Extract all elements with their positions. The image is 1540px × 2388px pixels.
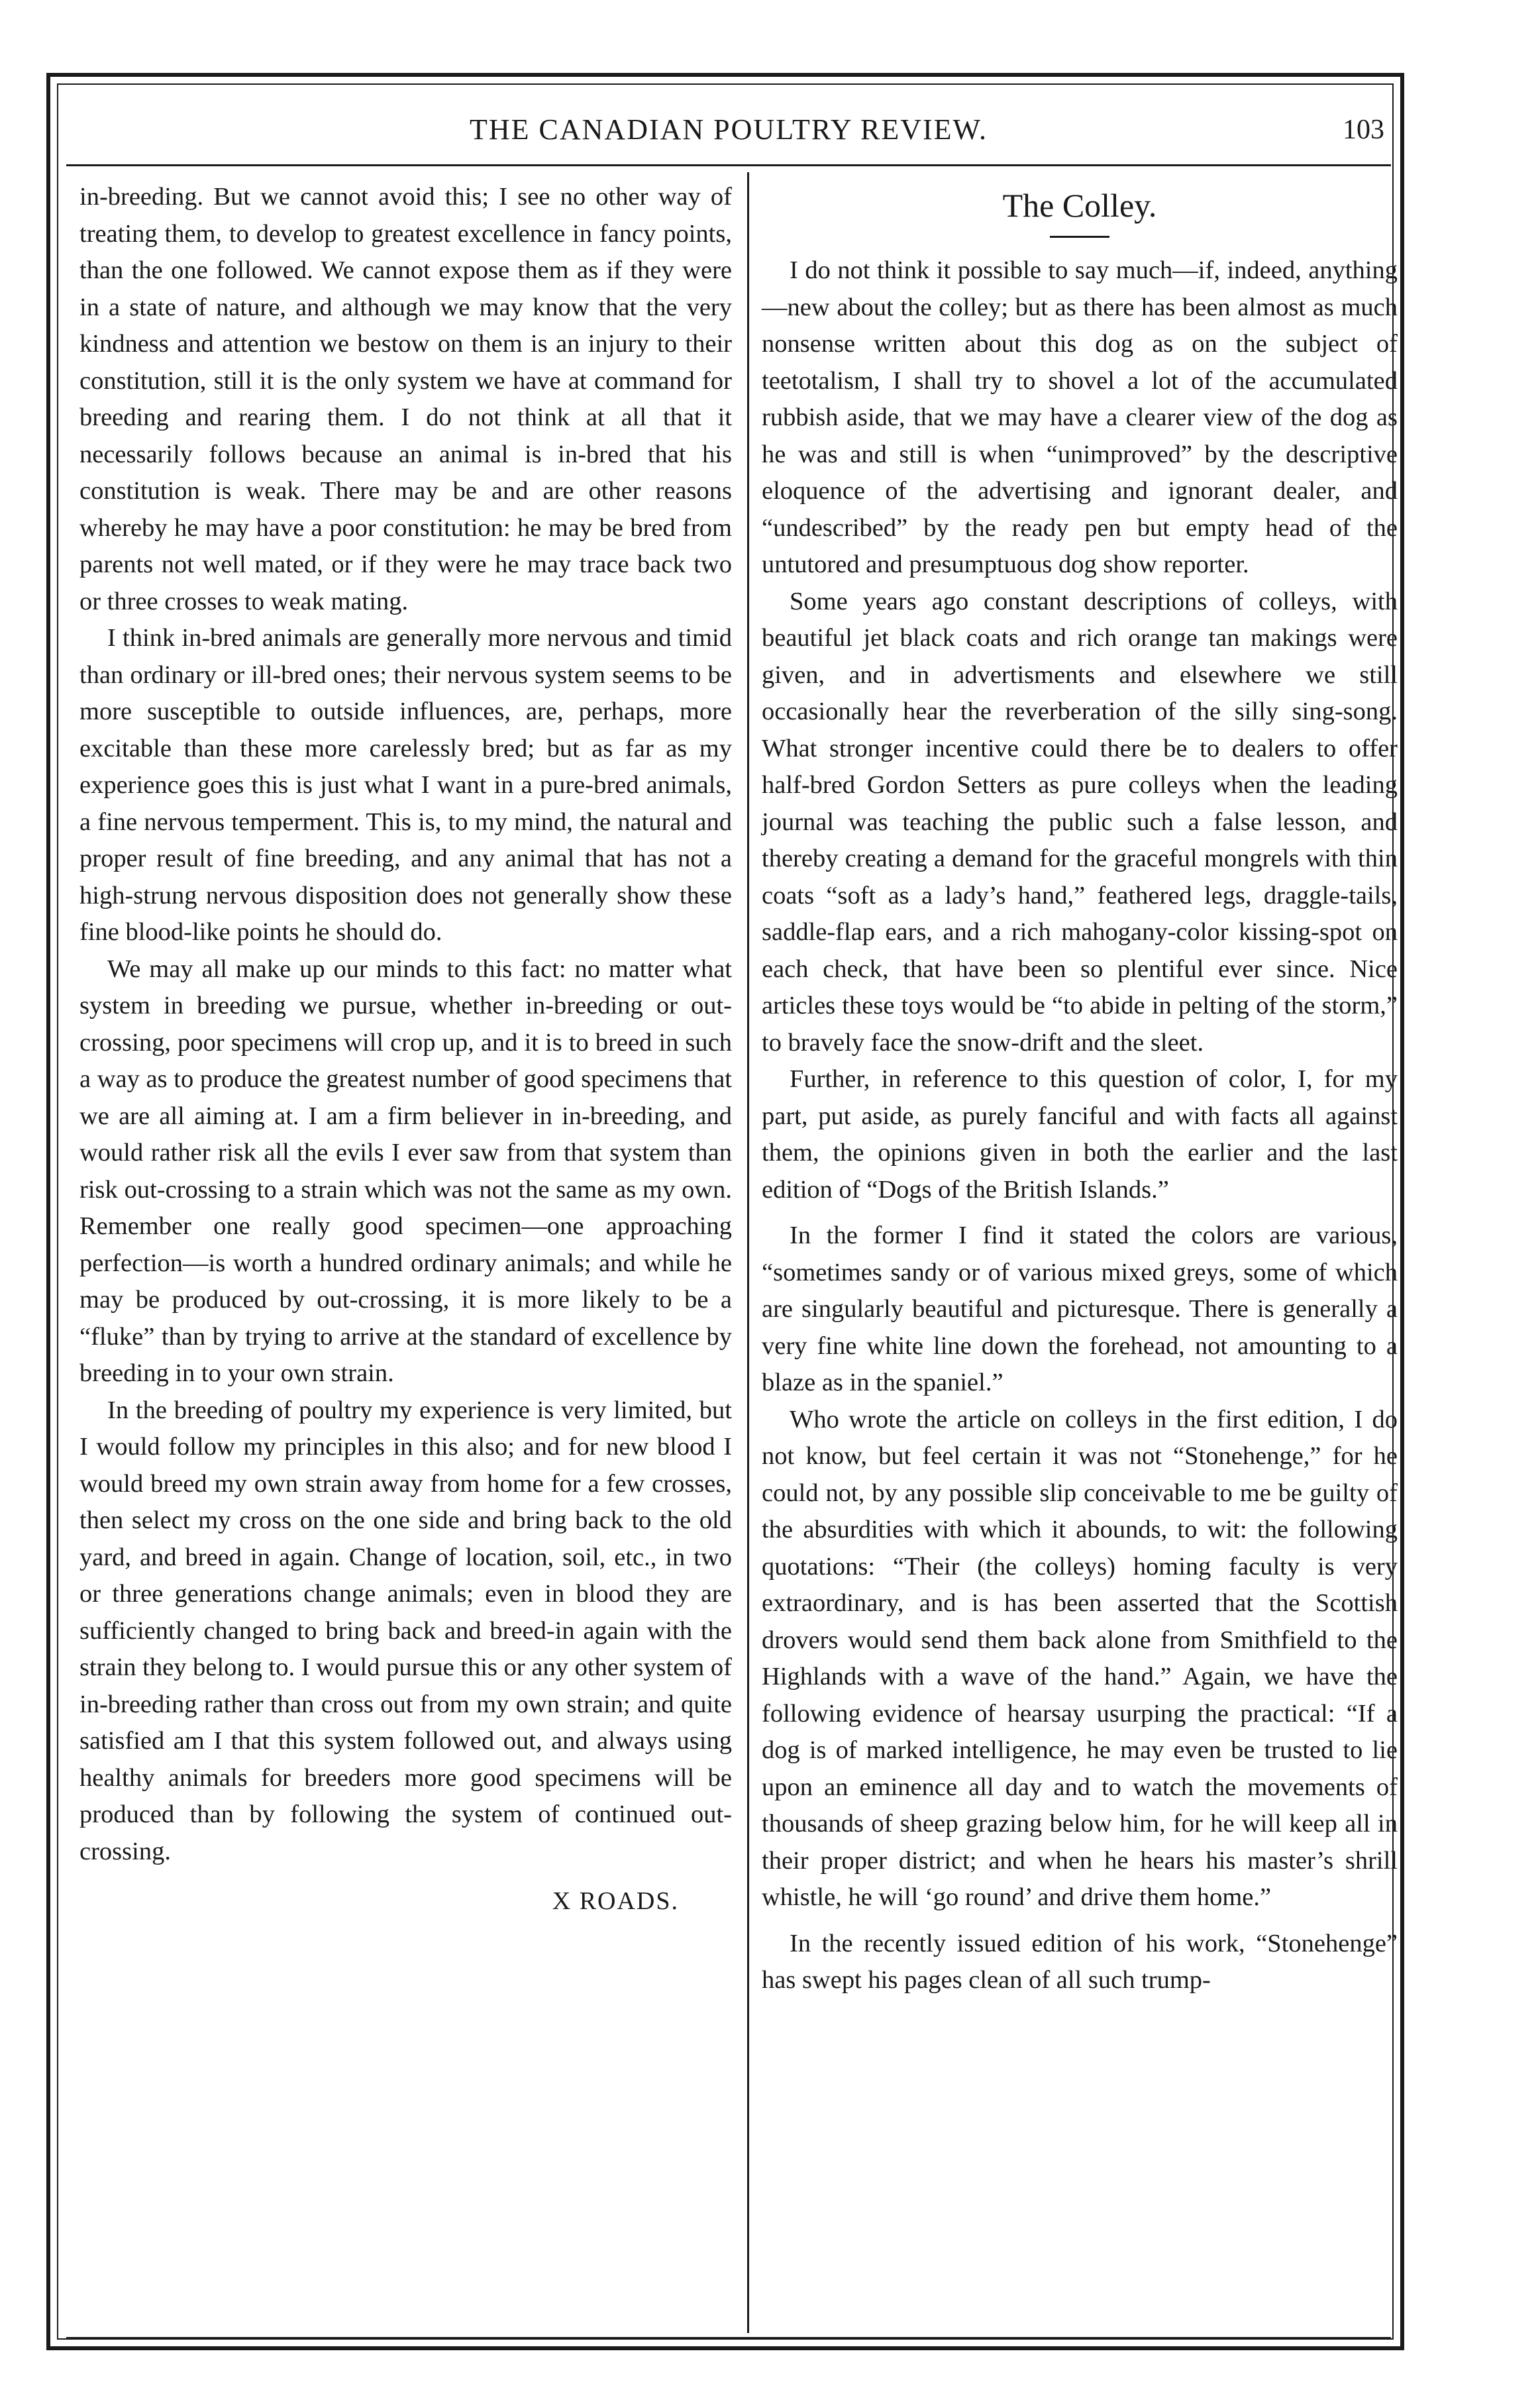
paragraph: I do not think it possible to say much—if, indeed, anything—new about the colley; but as there has been almost as much nonsense written about this dog as on the subject of teetotalism, I shall try to shovel a lot of the accumulated rubbish aside, that we may have a clearer view of the dog as he was and still is when “unimproved” by the descriptive eloquence of the advertising and ignorant dealer, and “undescribed” by the ready pen but empty head of the untutored and presumptuous dog show reporter. [762,256,1398,578]
paragraph: Some years ago constant descriptions of colleys, with beautiful jet black coats and rich orange tan makings were given, and in advertisments and elsewhere we still occasionally hear the reverberation of the silly sing-song. What stronger incentive could there be to dealers to offer half-bred Gordon Setters as pure colleys when the leading journal was teaching the public such a false lesson, and thereby creating a demand for the graceful mongrels with thin coats “soft as a lady’s hand,” feathered legs, draggle-tails, saddle-flap ears, and a rich mahogany-color kissing-spot on each check, that have been so plentiful ever since. Nice articles these toys would be “to abide in pelting of the storm,” to bravely face the snow-drift and the sleet. [762,587,1398,1057]
left-column [79,179,732,1920]
author-signature: X ROADS. [552,1887,679,1915]
article-title: The Colley. [1002,187,1157,224]
paragraph: In the former I find it stated the colors are various, “sometimes sandy or of various mixed greys, some of which are singularly beautiful and picturesque. There is generally a very fine white line down the forehead, not amounting to a blaze as in the spaniel.” [762,1221,1398,1396]
title-divider [1050,236,1109,238]
paragraph: I think in-bred animals are generally more nervous and timid than ordinary or ill-bred ones; their nervous system seems to be more susceptible to outside influences, are, perhaps, more excitable than these more carelessly bred; but as far as my experience goes this is just what I want in a pure-bred animals, a fine nervous temperment. This is, to my mind, the natural and proper result of fine breeding, and any animal that has not a high-strung nervous disposition does not generally show these fine blood-like points he should do. [79,624,732,946]
publication-title: THE CANADIAN POULTRY REVIEW. [470,113,988,146]
paragraph: In the breeding of poultry my experience is very limited, but I would follow my principles in this also; and for new blood I would breed my own strain away from home for a few crosses, then select my cross on the one side and bring back to the old yard, and breed in again. Change of location, soil, etc., in two or three generations change animals; even in blood they are sufficiently changed to bring back and breed-in again with the strain they belong to. I would pursue this or any other system of in-breeding rather than cross out from my own strain; and quite satisfied am I that this system followed out, and always using healthy animals for breeders more good specimens will be produced than by following the system of continued out-crossing. [79,1396,732,1865]
paragraph: We may all make up our minds to this fact: no matter what system in breeding we pursue, whether in-breeding or out-crossing, poor specimens will crop up, and it is to breed in such a way as to produce the greatest number of good specimens that we are all aiming at. I am a firm believer in in-breeding, and would rather risk all the evils I ever saw from that system than risk out-crossing to a strain which was not the same as my own. Remember one really good specimen—one approaching perfection—is worth a hundred ordinary animals; and while he may be produced by out-crossing, it is more likely to be a “fluke” than by trying to arrive at the standard of excellence by breeding in to your own strain. [79,955,732,1387]
paragraph: Who wrote the article on colleys in the first edition, I do not know, but feel certain it was not “Stonehenge,” for he could not, by any possible slip conceivable to me be guilty of the absurdities with which it abounds, to wit: the following quotations: “Their (the colleys) homing faculty is very extraordinary, and is has been asserted that the Scottish drovers would send them back alone from Smithfield to the Highlands with a wave of the hand.” Again, we have the following evidence of hearsay usurping the practical: “If a dog is of marked intelligence, he may even be trusted to lie upon an eminence all day and to watch the movements of thousands of sheep grazing below him, for he will keep all in their proper district; and when he hears his master’s shrill whistle, he will ‘go round’ and drive them home.” [762,1405,1398,1911]
paragraph: In the recently issued edition of his work, “Stonehenge” has swept his pages clean of all such trump- [762,1929,1398,1994]
paragraph: in-breeding. But we cannot avoid this; I see no other way of treating them, to develop to greatest excellence in fancy points, than the one followed. We cannot expose them as if they were in a state of nature, and although we may know that the very kindness and attention we bestow on them is an injury to their constitution, still it is the only system we have at command for breeding and rearing them. I do not think at all that it necessarily follows because an animal is in-bred that his constitution is weak. There may be and are other reasons whereby he may have a poor constitution: he may be bred from parents not well mated, or if they were he may trace back two or three crosses to weak mating. [79,183,732,615]
paragraph: Further, in reference to this question of color, I, for my part, put aside, as purely fanciful and with facts all against them, the opinions given in both the earlier and the last edition of “Dogs of the British Islands.” [762,1065,1398,1204]
right-column [762,179,1398,1999]
page-header [66,106,1391,159]
footer-divider [66,2337,1391,2338]
page-number: 103 [1343,115,1384,145]
column-divider [747,172,749,2333]
header-divider [66,164,1391,166]
